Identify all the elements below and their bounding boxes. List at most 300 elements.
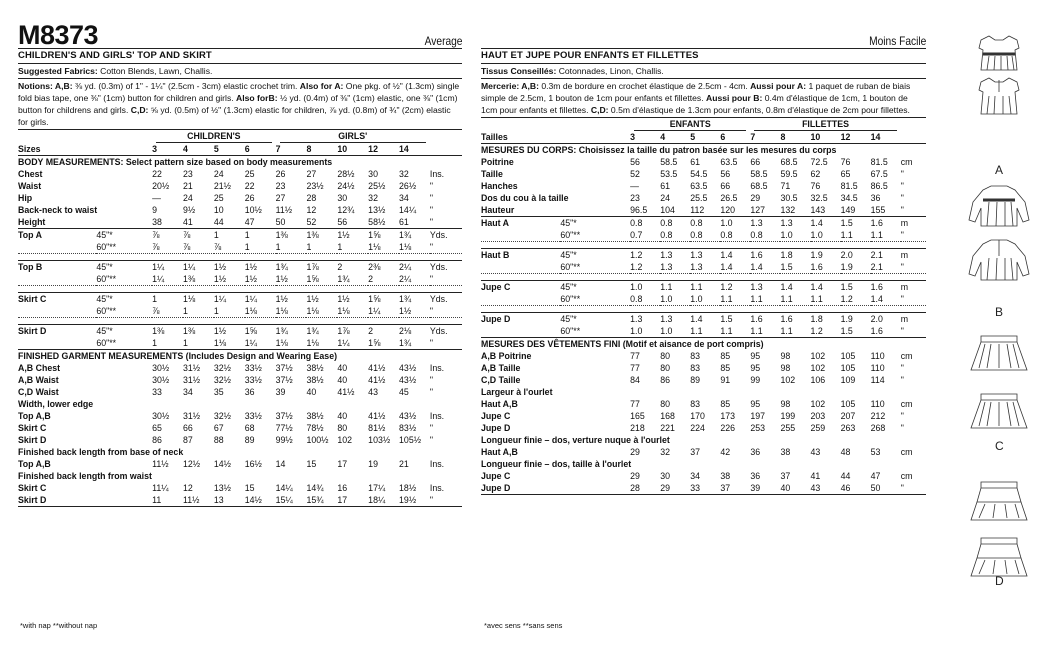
- table-cell: 81.5: [870, 157, 888, 167]
- table-cell: 52: [630, 169, 640, 179]
- table-cell: 45"*: [96, 229, 152, 242]
- table-cell: 110: [870, 399, 885, 409]
- table-cell: 30½: [152, 411, 170, 421]
- table-cell: 14: [275, 459, 286, 469]
- table-cell: 203: [810, 411, 826, 421]
- table-cell: 41: [810, 471, 821, 481]
- table-cell: 42: [720, 447, 731, 457]
- table-cell: Largeur à l'ourlet: [481, 387, 553, 397]
- table-cell: 1.3: [660, 249, 690, 262]
- table-cell: 1.3: [690, 261, 720, 274]
- table-cell: 30: [368, 169, 378, 179]
- table-cell: 1½: [214, 325, 245, 338]
- table-row: [18, 422, 462, 434]
- table-cell: 98: [780, 399, 791, 409]
- table-cell: 1½: [245, 273, 276, 286]
- table-cell: 32.5: [810, 193, 828, 203]
- french-column: [481, 22, 926, 507]
- table-cell: 1.0: [780, 229, 810, 242]
- table-cell: 199: [780, 411, 796, 421]
- table-cell: 1⅝: [368, 337, 399, 350]
- table-cell: 1⅛: [306, 337, 337, 350]
- table-cell: 1¼: [368, 305, 399, 318]
- table-cell: 22: [152, 169, 162, 179]
- table-cell: 1.1: [750, 293, 780, 306]
- table-cell: 40: [337, 363, 348, 373]
- table-cell: 60"**: [560, 261, 630, 274]
- table-cell: 38½: [306, 363, 324, 373]
- table-cell: 45"*: [96, 261, 152, 274]
- table-cell: 95: [750, 351, 761, 361]
- table-cell: 0.8: [660, 217, 690, 230]
- table-cell: 89: [244, 435, 255, 445]
- table-cell: ": [900, 423, 904, 433]
- table-cell: 17¼: [368, 483, 386, 493]
- table-cell: [481, 261, 560, 274]
- table-cell: ⅞: [152, 305, 183, 318]
- table-cell: cm: [900, 447, 913, 457]
- table-cell: 89: [690, 375, 701, 385]
- table-row: [481, 274, 926, 281]
- table-cell: 1.3: [750, 281, 780, 294]
- table-cell: 29: [630, 447, 640, 457]
- table-cell: 165: [630, 411, 645, 421]
- table-cell: 99: [750, 375, 761, 385]
- table-cell: m: [901, 281, 926, 294]
- table-cell: 1.5: [780, 261, 810, 274]
- table-cell: 6: [245, 143, 276, 156]
- table-cell: [276, 130, 430, 143]
- table-cell: 40: [337, 411, 348, 421]
- table-cell: [750, 118, 900, 131]
- table-cell: 1: [245, 229, 276, 242]
- yardage-row: [18, 337, 462, 350]
- table-row: [481, 446, 926, 458]
- table-cell: ": [900, 375, 904, 385]
- table-cell: 1¾: [276, 325, 307, 338]
- table-cell: 15: [306, 459, 317, 469]
- table-cell: Dos du cou à la taille: [481, 193, 569, 203]
- table-cell: 91: [720, 375, 731, 385]
- table-cell: 23: [275, 181, 286, 191]
- table-cell: 9: [152, 205, 158, 215]
- table-cell: 2¼: [399, 273, 430, 286]
- table-cell: 0.7: [630, 229, 660, 242]
- table-cell: [18, 318, 462, 325]
- table-cell: 1⅜: [306, 229, 337, 242]
- table-cell: ": [429, 205, 434, 215]
- table-cell: 221: [660, 423, 675, 433]
- table-row: [18, 398, 462, 410]
- table-cell: —: [630, 181, 639, 191]
- table-cell: 2: [337, 261, 368, 274]
- table-cell: 17: [337, 495, 348, 505]
- table-cell: 21½: [213, 181, 231, 191]
- table-cell: 40: [306, 387, 317, 397]
- table-cell: 13: [213, 495, 224, 505]
- table-row: [481, 180, 926, 192]
- table-row: [18, 254, 462, 261]
- table-cell: Haut A: [481, 217, 560, 230]
- table-cell: 1.0: [630, 325, 660, 338]
- table-row: [18, 216, 462, 229]
- table-cell: 5: [214, 143, 245, 156]
- table-cell: BODY MEASUREMENTS: Select pattern size based on body measurements: [18, 157, 333, 167]
- table-cell: 13½: [213, 483, 231, 493]
- suggested-fabrics: Tissus Conseillés: Cotonnades, Linon, Challis.: [481, 64, 926, 79]
- table-cell: 22: [244, 181, 255, 191]
- table-cell: 1: [214, 305, 245, 318]
- table-cell: 40: [337, 375, 348, 385]
- table-cell: 1½: [276, 273, 307, 286]
- table-row: [481, 168, 926, 180]
- table-row: [18, 168, 462, 180]
- measurement-table: [18, 130, 462, 519]
- table-cell: 95: [750, 399, 761, 409]
- table-cell: ": [430, 241, 462, 254]
- size-group-row: [481, 118, 926, 131]
- table-cell: 1⅜: [183, 325, 214, 338]
- table-cell: 98: [780, 351, 791, 361]
- table-cell: 1½: [306, 293, 337, 306]
- table-cell: 14½: [213, 459, 231, 469]
- table-cell: 96.5: [630, 205, 648, 215]
- table-cell: 114: [870, 375, 885, 385]
- table-cell: 100½: [306, 435, 329, 445]
- table-cell: 2¼: [399, 261, 430, 274]
- table-cell: ": [900, 363, 904, 373]
- table-cell: 24: [213, 169, 224, 179]
- table-cell: 1.3: [690, 249, 720, 262]
- table-cell: 63.5: [720, 157, 738, 167]
- table-cell: 10: [213, 205, 224, 215]
- yardage-row: [18, 293, 462, 306]
- table-row: [18, 507, 462, 520]
- table-cell: cm: [900, 157, 913, 167]
- notions: Notions: A,B: ⅜ yd. (0.3m) of 1" - 1¼" (2.5cm - 3cm) elastic crochet trim. Also for A: One pkg. of ½" (1.3cm) single fold bias tape, one ⅜" (1cm) button for children and girls. Also forB: ½ yd. (0.4m) of ⅜" (1cm) elastic, one ⅜" (1cm) button for childrens and girls. C,D: ⅝ yd. (0.5m) of ½" (1.3cm) elastic for children, ⅞ yd. (0.8m) of ¾" (2cm) elastic for girls.: [18, 79, 462, 130]
- table-cell: 3: [630, 131, 660, 144]
- table-cell: ⅞: [152, 241, 183, 254]
- table-cell: 1½: [214, 273, 245, 286]
- table-row: [18, 374, 462, 386]
- table-cell: 80: [660, 399, 670, 409]
- table-cell: Hip: [18, 193, 33, 203]
- table-cell: 1.9: [841, 313, 871, 326]
- header: [18, 22, 462, 49]
- table-cell: 1⅝: [245, 325, 276, 338]
- table-cell: 268: [870, 423, 886, 433]
- yardage-row: [481, 325, 926, 338]
- table-cell: Height: [18, 217, 46, 227]
- table-cell: [18, 337, 96, 350]
- table-cell: 212: [870, 411, 886, 421]
- table-cell: 56: [337, 217, 348, 227]
- table-cell: 36: [750, 447, 761, 457]
- table-cell: 1⅞: [337, 325, 368, 338]
- table-cell: 21: [399, 459, 409, 469]
- sizes-row: [18, 143, 462, 156]
- table-cell: 1.0: [811, 229, 841, 242]
- table-cell: 56: [720, 169, 731, 179]
- table-cell: 12: [841, 131, 871, 144]
- table-cell: 59.5: [780, 169, 798, 179]
- yardage-row: [18, 261, 462, 274]
- table-cell: 1⅜: [183, 273, 214, 286]
- table-cell: 197: [750, 411, 766, 421]
- table-cell: [481, 306, 926, 313]
- table-cell: [430, 143, 462, 156]
- table-cell: 88: [213, 435, 224, 445]
- table-cell: 1: [276, 241, 307, 254]
- table-cell: Haut B: [481, 249, 560, 262]
- table-row: [481, 204, 926, 217]
- table-cell: Jupe D: [481, 313, 560, 326]
- table-cell: ": [430, 337, 462, 350]
- table-cell: 105: [840, 363, 856, 373]
- table-cell: 104: [660, 205, 675, 215]
- table-cell: 80: [660, 351, 670, 361]
- table-cell: 13½: [368, 205, 386, 215]
- suggested-fabrics: Suggested Fabrics: Cotton Blends, Lawn, Challis.: [18, 64, 462, 79]
- table-cell: 1.9: [811, 249, 841, 262]
- table-cell: 45"*: [96, 325, 152, 338]
- table-cell: 1.3: [780, 217, 810, 230]
- table-cell: 2.0: [841, 249, 871, 262]
- table-cell: 11: [152, 495, 162, 505]
- table-cell: 1⅝: [368, 229, 399, 242]
- table-cell: 1.4: [720, 249, 750, 262]
- table-cell: 12: [368, 143, 399, 156]
- table-cell: 1⅞: [306, 261, 337, 274]
- table-cell: 41: [182, 217, 193, 227]
- table-cell: 1.5: [720, 313, 750, 326]
- body-measurements-header: [18, 156, 462, 169]
- table-cell: 1¾: [399, 293, 430, 306]
- table-cell: 72.5: [810, 157, 828, 167]
- table-cell: 7: [750, 131, 780, 144]
- table-cell: 253: [750, 423, 766, 433]
- table-cell: 1.4: [750, 261, 780, 274]
- table-cell: 2⅛: [399, 325, 430, 338]
- table-cell: 1⅛: [183, 293, 214, 306]
- table-cell: 102: [337, 435, 352, 445]
- table-cell: 86: [660, 375, 670, 385]
- table-cell: 1.1: [780, 325, 810, 338]
- table-cell: MESURES DU CORPS: Choisissez la taille du patron basée sur les mesures du corps: [481, 145, 837, 155]
- table-cell: 60"**: [96, 273, 152, 286]
- table-row: [481, 434, 926, 446]
- table-cell: 34.5: [840, 193, 858, 203]
- table-cell: —: [152, 193, 161, 203]
- view-illustrations: [945, 30, 1053, 630]
- table-cell: 1⅛: [337, 305, 368, 318]
- table-cell: 9½: [182, 205, 196, 215]
- table-cell: 4: [183, 143, 214, 156]
- table-cell: 1.6: [750, 249, 780, 262]
- table-cell: 77: [630, 399, 640, 409]
- table-cell: Skirt D: [18, 435, 47, 445]
- group-girls: GIRLS': [280, 130, 426, 143]
- yardage-row: [18, 241, 462, 254]
- table-cell: 26½: [399, 181, 417, 191]
- table-cell: Sizes: [18, 143, 152, 156]
- table-cell: 37: [780, 471, 791, 481]
- table-cell: 110: [870, 363, 885, 373]
- table-cell: 32: [368, 193, 378, 203]
- table-cell: Ins.: [429, 483, 445, 493]
- table-cell: 1½: [245, 261, 276, 274]
- table-cell: 40: [780, 483, 791, 493]
- table-cell: 224: [690, 423, 705, 433]
- table-cell: 105½: [399, 435, 422, 445]
- table-cell: 1.3: [630, 313, 660, 326]
- table-cell: ": [901, 261, 926, 274]
- table-cell: 1.1: [690, 325, 720, 338]
- footnote: *with nap **without nap: [20, 621, 98, 630]
- table-cell: 1.6: [780, 313, 810, 326]
- table-cell: 25: [213, 193, 224, 203]
- table-row: [481, 495, 926, 508]
- yardage-row: [18, 229, 462, 242]
- table-cell: 1½: [276, 293, 307, 306]
- table-cell: 76: [810, 181, 821, 191]
- table-cell: Back-neck to waist: [18, 205, 98, 215]
- header: [481, 22, 926, 49]
- table-cell: 14¼: [275, 483, 293, 493]
- table-cell: 23: [630, 193, 640, 203]
- skirt-d-back-illustration: [971, 538, 1027, 576]
- table-cell: 81.5: [840, 181, 858, 191]
- table-row: [481, 482, 926, 495]
- table-cell: 1.4: [811, 281, 841, 294]
- table-cell: 1⅛: [368, 241, 399, 254]
- table-row: [481, 156, 926, 168]
- table-cell: 80: [337, 423, 348, 433]
- table-cell: 41½: [368, 375, 386, 385]
- table-cell: ⅞: [183, 229, 214, 242]
- table-cell: 1.3: [750, 217, 780, 230]
- table-cell: 58.5: [750, 169, 768, 179]
- table-cell: 18½: [399, 483, 417, 493]
- table-cell: 1.4: [811, 217, 841, 230]
- table-cell: 77: [630, 363, 640, 373]
- table-cell: m: [901, 249, 926, 262]
- table-cell: 63.5: [690, 181, 708, 191]
- table-cell: 1.8: [780, 249, 810, 262]
- table-cell: 61: [399, 217, 409, 227]
- table-cell: 11½: [152, 459, 169, 469]
- table-cell: Top A,B: [18, 459, 51, 469]
- finished-measurements-header: [18, 350, 462, 363]
- table-cell: 60"**: [560, 325, 630, 338]
- table-row: [481, 410, 926, 422]
- table-cell: 14¾: [306, 483, 324, 493]
- table-cell: 1¼: [245, 337, 276, 350]
- table-cell: 43½: [399, 363, 417, 373]
- top-b-back-illustration: [969, 240, 1029, 280]
- table-cell: 12½: [182, 459, 201, 469]
- table-cell: 110: [870, 351, 885, 361]
- table-cell: [152, 130, 275, 143]
- table-cell: 29: [630, 471, 640, 481]
- table-cell: 16: [337, 483, 348, 493]
- table-cell: A,B Poitrine: [481, 351, 532, 361]
- table-cell: 66: [720, 181, 731, 191]
- table-cell: 83: [690, 363, 701, 373]
- table-cell: 218: [630, 423, 645, 433]
- table-cell: 16½: [244, 459, 262, 469]
- group-girls: FILLETTES: [754, 118, 896, 131]
- table-cell: 1.4: [720, 261, 750, 274]
- table-cell: 56: [630, 157, 640, 167]
- table-row: [481, 470, 926, 482]
- table-cell: 38½: [306, 375, 324, 385]
- table-row: [481, 458, 926, 470]
- group-children: CHILDREN'S: [156, 130, 271, 143]
- table-cell: 1.6: [811, 261, 841, 274]
- table-cell: Finished back length from waist: [18, 471, 152, 481]
- view-label-b: B: [995, 305, 1004, 319]
- table-cell: ": [429, 181, 434, 191]
- table-cell: 76: [840, 157, 851, 167]
- table-cell: 1⅜: [152, 325, 183, 338]
- table-cell: 1.4: [780, 281, 810, 294]
- table-cell: Yds.: [430, 229, 462, 242]
- table-cell: 34: [182, 387, 193, 397]
- pattern-title: HAUT ET JUPE POUR ENFANTS ET FILLETTES: [481, 49, 926, 64]
- table-cell: 60"**: [96, 337, 152, 350]
- table-row: [481, 422, 926, 434]
- table-cell: 53.5: [660, 169, 678, 179]
- table-cell: m: [901, 217, 926, 230]
- table-cell: C,D Taille: [481, 375, 521, 385]
- table-cell: 27: [306, 169, 317, 179]
- table-cell: 28: [306, 193, 317, 203]
- table-cell: Yds.: [430, 325, 462, 338]
- table-cell: 43½: [399, 411, 417, 421]
- table-cell: cm: [900, 351, 913, 361]
- table-cell: 65: [840, 169, 851, 179]
- table-cell: 28½: [337, 169, 355, 179]
- table-cell: Ins.: [429, 411, 445, 421]
- table-cell: 98: [780, 363, 791, 373]
- table-row: [18, 362, 462, 374]
- table-cell: 33½: [244, 363, 262, 373]
- table-cell: [630, 118, 750, 131]
- table-cell: 54.5: [690, 169, 708, 179]
- table-cell: 1.1: [780, 293, 810, 306]
- table-cell: 31½: [182, 363, 201, 373]
- table-cell: 168: [660, 411, 675, 421]
- table-cell: 38½: [306, 411, 324, 421]
- table-cell: Skirt D: [18, 495, 47, 505]
- table-cell: 1¼: [245, 293, 276, 306]
- table-cell: 29: [660, 483, 670, 493]
- table-cell: ": [429, 387, 434, 397]
- table-cell: cm: [900, 399, 913, 409]
- table-cell: 143: [810, 205, 826, 215]
- table-cell: 1.9: [841, 261, 871, 274]
- table-cell: 207: [840, 411, 856, 421]
- table-cell: 1: [245, 241, 276, 254]
- table-cell: 0.8: [690, 229, 720, 242]
- yardage-row: [481, 293, 926, 306]
- table-cell: 1.1: [690, 281, 720, 294]
- table-cell: 38: [780, 447, 791, 457]
- table-cell: 41½: [368, 363, 386, 373]
- group-children: ENFANTS: [634, 118, 746, 131]
- table-cell: [901, 131, 926, 144]
